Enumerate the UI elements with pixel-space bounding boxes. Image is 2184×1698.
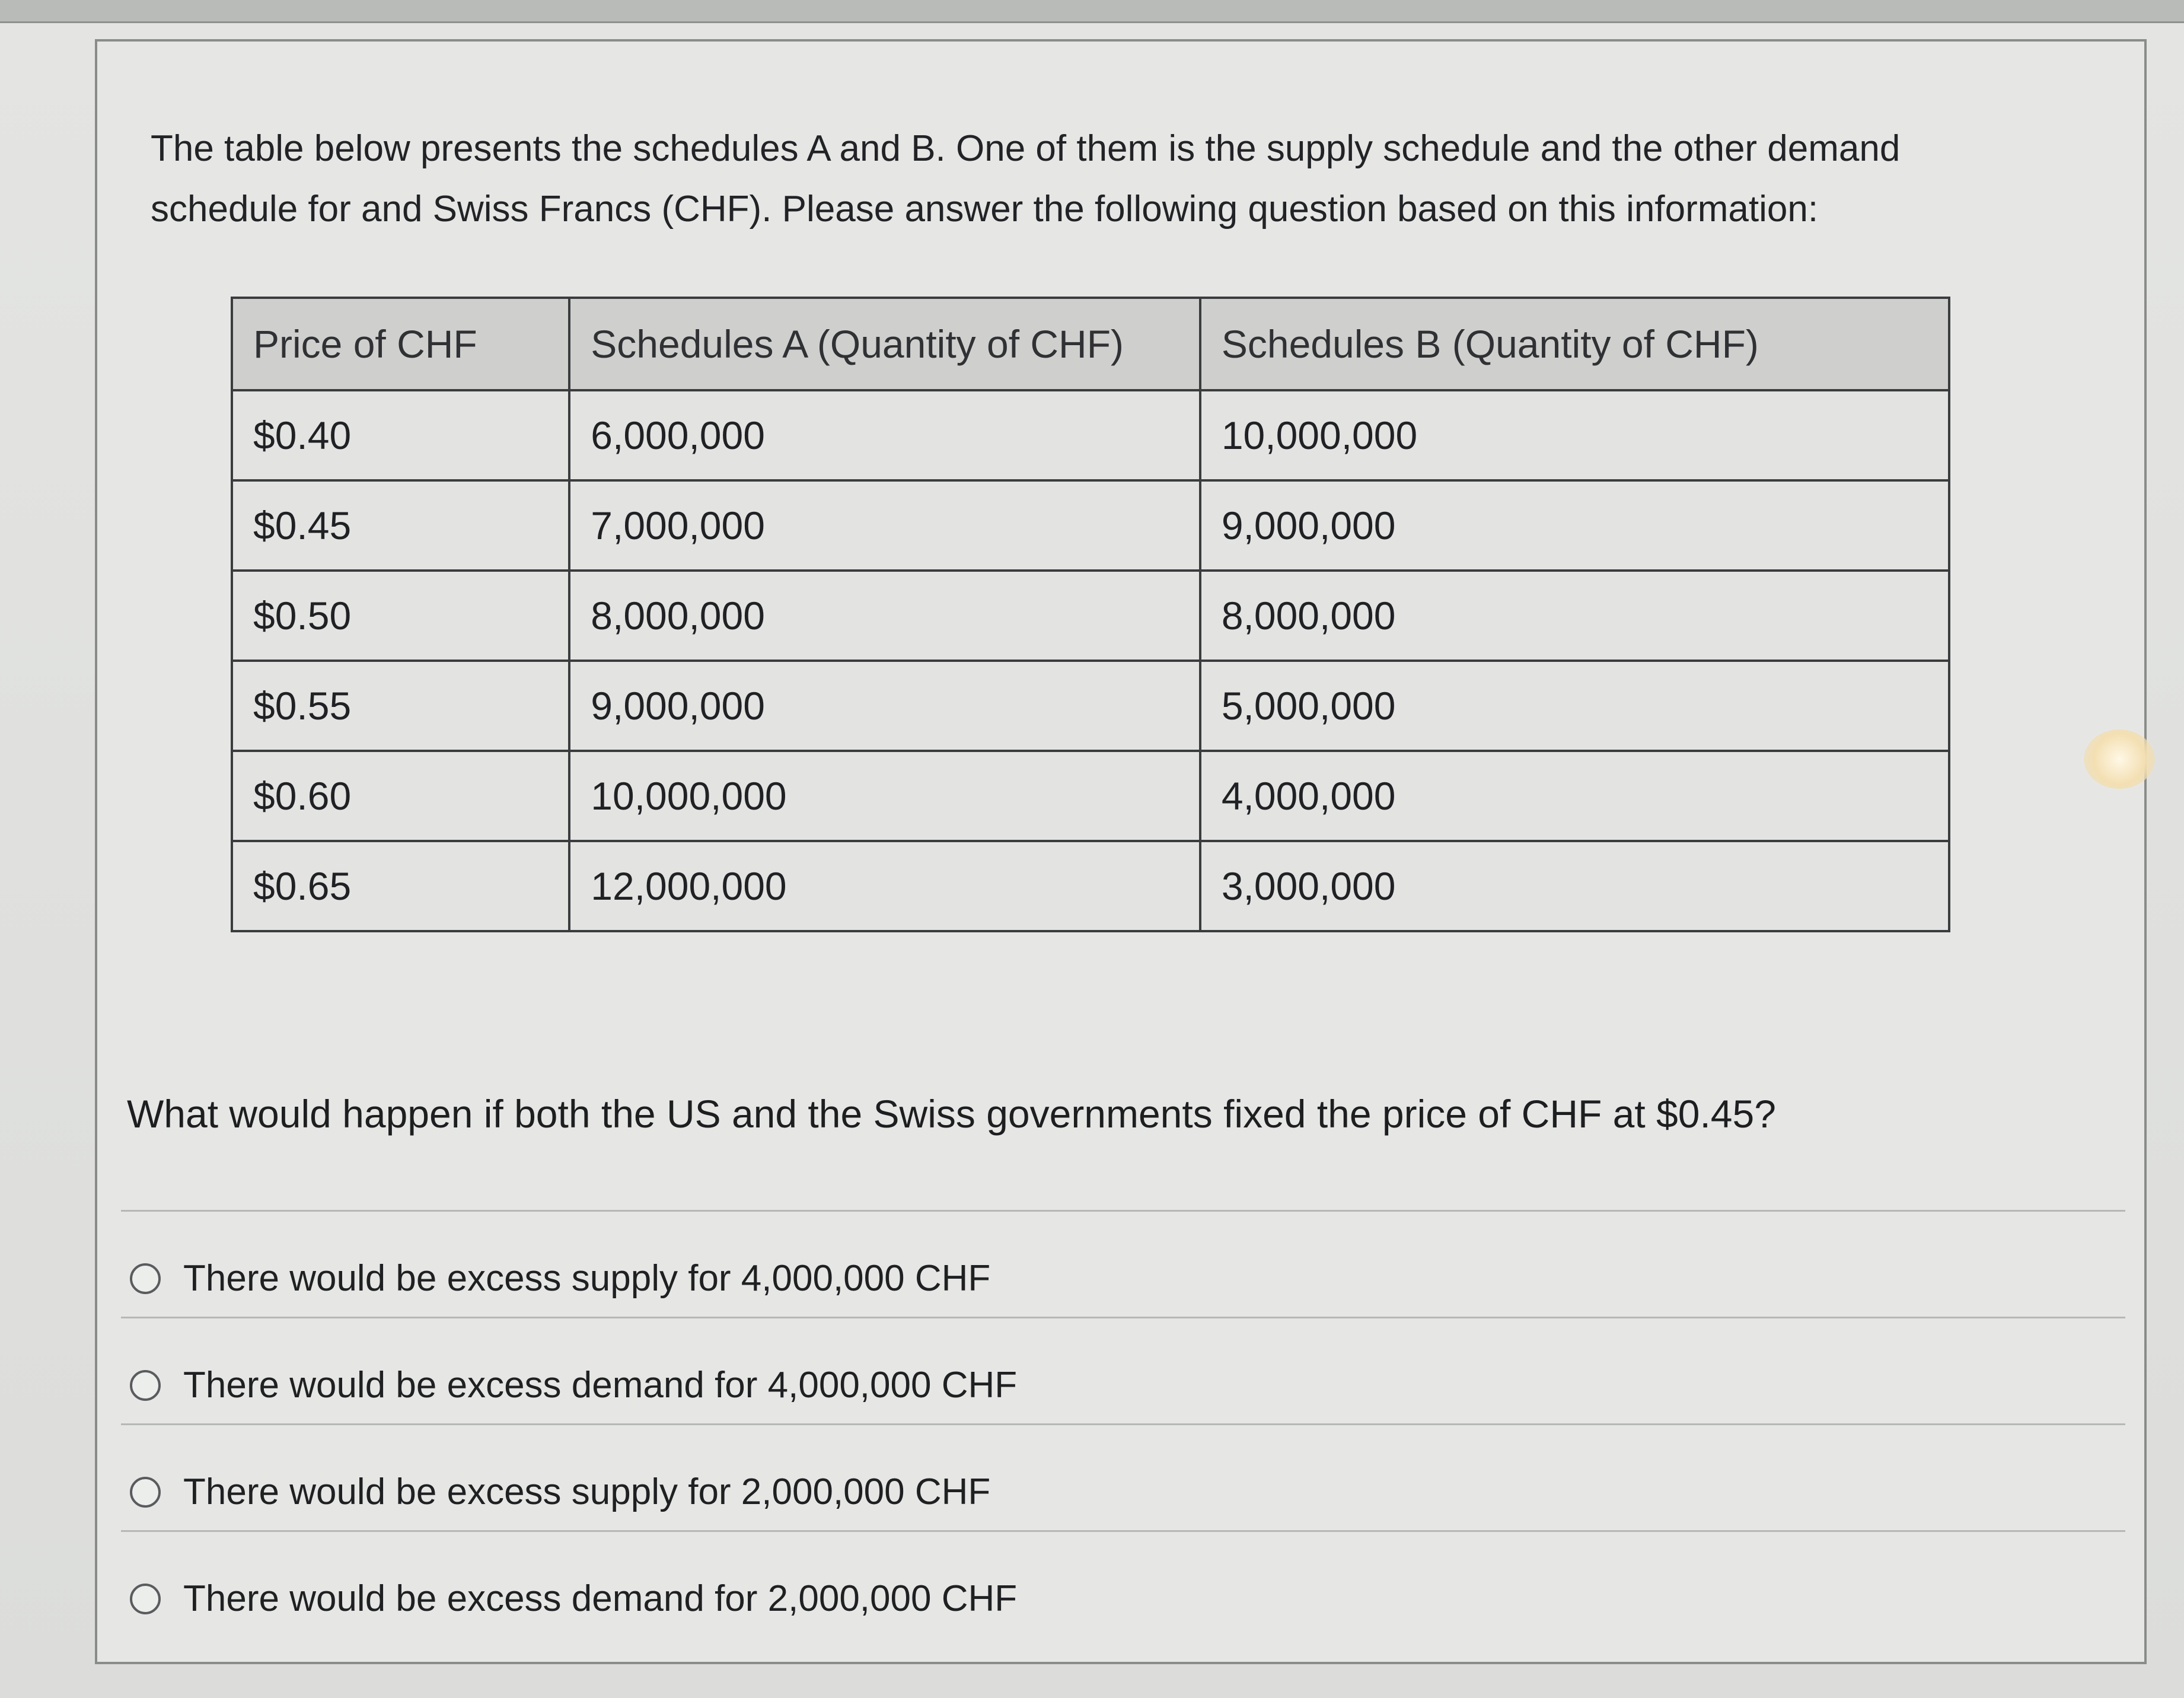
- schedule-a-column-header: Schedules A (Quantity of CHF): [569, 298, 1200, 390]
- answer-option-3[interactable]: [130, 1471, 990, 1513]
- price-cell: $0.60: [232, 751, 569, 841]
- answer-option-4[interactable]: [130, 1578, 1017, 1620]
- schedule-table: [231, 297, 1950, 932]
- schedule-b-column-header: Schedules B (Quantity of CHF): [1200, 298, 1949, 390]
- schedule-a-cell: 7,000,000: [569, 480, 1200, 571]
- schedule-a-cell: 9,000,000: [569, 661, 1200, 751]
- price-cell: $0.40: [232, 390, 569, 480]
- answer-divider: [121, 1423, 2125, 1425]
- price-cell: $0.55: [232, 661, 569, 751]
- schedule-b-cell: 3,000,000: [1200, 841, 1949, 931]
- radio-button[interactable]: [130, 1370, 161, 1401]
- schedule-b-cell: 5,000,000: [1200, 661, 1949, 751]
- schedule-b-cell: 10,000,000: [1200, 390, 1949, 480]
- answer-option-label: There would be excess supply for 4,000,000 CHF: [183, 1258, 991, 1299]
- table-row: [232, 661, 1949, 751]
- answer-option-2[interactable]: [130, 1364, 1017, 1406]
- schedule-a-cell: 8,000,000: [569, 571, 1200, 661]
- price-cell: $0.65: [232, 841, 569, 931]
- schedule-b-cell: 8,000,000: [1200, 571, 1949, 661]
- answer-divider: [121, 1530, 2125, 1532]
- answer-option-1[interactable]: [130, 1257, 990, 1299]
- table-row: [232, 480, 1949, 571]
- schedule-a-cell: 6,000,000: [569, 390, 1200, 480]
- schedule-b-cell: 9,000,000: [1200, 480, 1949, 571]
- schedule-a-cell: 12,000,000: [569, 841, 1200, 931]
- answer-option-label: There would be excess supply for 2,000,000 CHF: [183, 1471, 991, 1512]
- price-column-header: Price of CHF: [232, 298, 569, 390]
- answer-divider: [121, 1210, 2125, 1212]
- intro-line-2: schedule for and Swiss Francs (CHF). Please answer the following question based on this information:: [151, 189, 1819, 230]
- screen-glare: [2084, 729, 2155, 789]
- radio-button[interactable]: [130, 1263, 161, 1294]
- radio-button[interactable]: [130, 1584, 161, 1614]
- answer-option-label: There would be excess demand for 4,000,000 CHF: [183, 1365, 1018, 1406]
- price-cell: $0.45: [232, 480, 569, 571]
- table-header-row: [232, 298, 1949, 390]
- answer-divider: [121, 1317, 2125, 1318]
- question-text: What would happen if both the US and the Swiss governments fixed the price of CHF at $0.45?: [127, 1092, 1776, 1136]
- schedule-b-cell: 4,000,000: [1200, 751, 1949, 841]
- table-row: [232, 841, 1949, 931]
- price-cell: $0.50: [232, 571, 569, 661]
- answer-option-label: There would be excess demand for 2,000,000 CHF: [183, 1578, 1018, 1619]
- schedule-a-cell: 10,000,000: [569, 751, 1200, 841]
- question-panel: [95, 39, 2147, 1664]
- table-row: [232, 571, 1949, 661]
- table-row: [232, 390, 1949, 480]
- question-intro: [151, 119, 2155, 240]
- intro-line-1: The table below presents the schedules A and B. One of them is the supply schedule and the other demand: [151, 128, 1901, 169]
- screen-top-edge: [0, 0, 2184, 23]
- table-row: [232, 751, 1949, 841]
- radio-button[interactable]: [130, 1477, 161, 1508]
